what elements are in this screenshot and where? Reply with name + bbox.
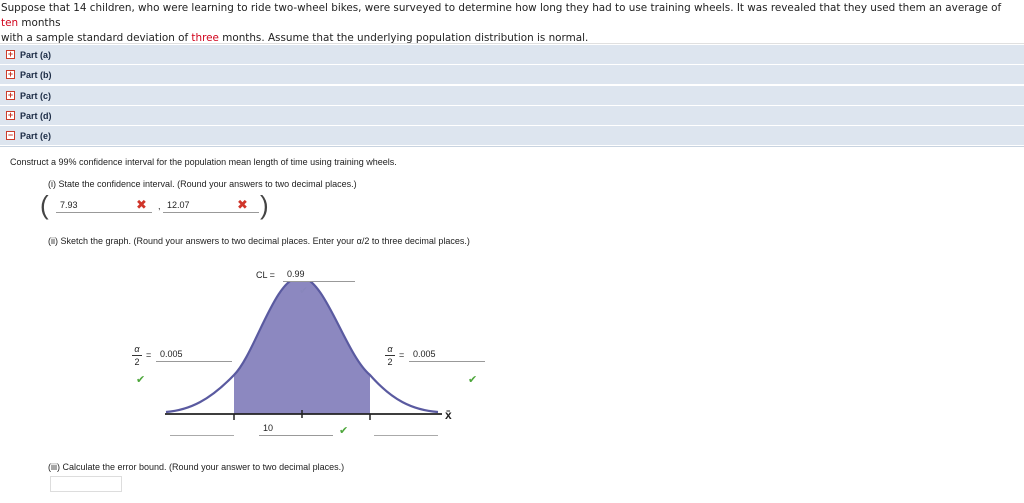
expand-icon[interactable]: + — [7, 69, 14, 79]
part-label: Part (c) — [20, 90, 52, 101]
upper-bound-input[interactable]: 12.07 — [163, 197, 259, 213]
part-label: Part (a) — [20, 49, 52, 60]
expand-icon[interactable]: + — [7, 90, 14, 100]
mean-value: ten — [1, 17, 19, 29]
left-endpoint-input[interactable] — [170, 420, 234, 436]
equals-sign: = — [399, 350, 405, 360]
instruction: Construct a 99% confidence interval for the population mean length of time using training wheels. — [10, 157, 397, 167]
collapse-icon[interactable]: − — [7, 130, 14, 140]
question-iii: (iii) Calculate the error bound. (Round your answer to two decimal places.) — [48, 462, 345, 472]
part-c-header[interactable] — [0, 86, 1024, 106]
error-bound-input[interactable] — [50, 476, 122, 492]
alpha-denominator: 2 — [387, 357, 393, 367]
equals-sign: = — [146, 350, 152, 360]
incorrect-icon: ✖ — [237, 197, 248, 212]
correct-icon: ✔ — [136, 374, 146, 386]
alpha-half-label — [132, 344, 142, 367]
separator-comma: , — [158, 201, 161, 211]
x-bar-label: x̄ — [445, 408, 452, 422]
part-a-header[interactable] — [0, 45, 1024, 65]
alpha-symbol: α — [134, 344, 140, 354]
right-endpoint-input[interactable] — [374, 420, 438, 436]
open-paren: ( — [40, 190, 49, 220]
problem-text: with a sample standard deviation of — [1, 32, 192, 44]
problem-text: Suppose that 14 children, who were learning to ride two-wheel bikes, were surveyed to determine how long they had to use training wheels. It was revealed that they used them an average of — [1, 2, 1002, 14]
question-ii: (ii) Sketch the graph. (Round your answers to two decimal places. Enter your α/2 to three decimal places.) — [48, 236, 470, 246]
part-d-header[interactable] — [0, 106, 1024, 126]
part-e-content — [0, 146, 1024, 503]
close-paren: ) — [260, 190, 269, 220]
problem-text: months — [18, 17, 61, 29]
alpha-denominator: 2 — [134, 357, 140, 367]
correct-icon: ✔ — [339, 425, 349, 437]
question-i: (i) State the confidence interval. (Round your answers to two decimal places.) — [48, 179, 357, 189]
left-alpha-input[interactable]: 0.005 — [156, 346, 232, 362]
std-dev-value: three — [191, 32, 219, 44]
right-alpha-input[interactable]: 0.005 — [409, 346, 485, 362]
part-label: Part (d) — [20, 110, 52, 121]
part-label: Part (b) — [20, 69, 52, 80]
fraction-bar — [132, 355, 142, 356]
part-e-header[interactable] — [0, 126, 1024, 146]
problem-statement — [0, 0, 1024, 44]
confidence-level-input[interactable]: 0.99 — [283, 266, 355, 282]
expand-icon[interactable]: + — [7, 49, 14, 59]
correct-icon: ✔ — [468, 374, 478, 386]
center-value-input[interactable]: 10 — [259, 420, 333, 436]
cl-label: CL = — [256, 270, 275, 280]
problem-text: months. Assume that the underlying population distribution is normal. — [218, 32, 589, 44]
part-b-header[interactable] — [0, 65, 1024, 85]
lower-bound-input[interactable]: 7.93 — [56, 197, 152, 213]
alpha-symbol: α — [387, 344, 393, 354]
normal-curve-graph — [160, 282, 460, 432]
expand-icon[interactable]: + — [7, 110, 14, 120]
part-label: Part (e) — [20, 130, 52, 141]
incorrect-icon: ✖ — [136, 197, 147, 212]
